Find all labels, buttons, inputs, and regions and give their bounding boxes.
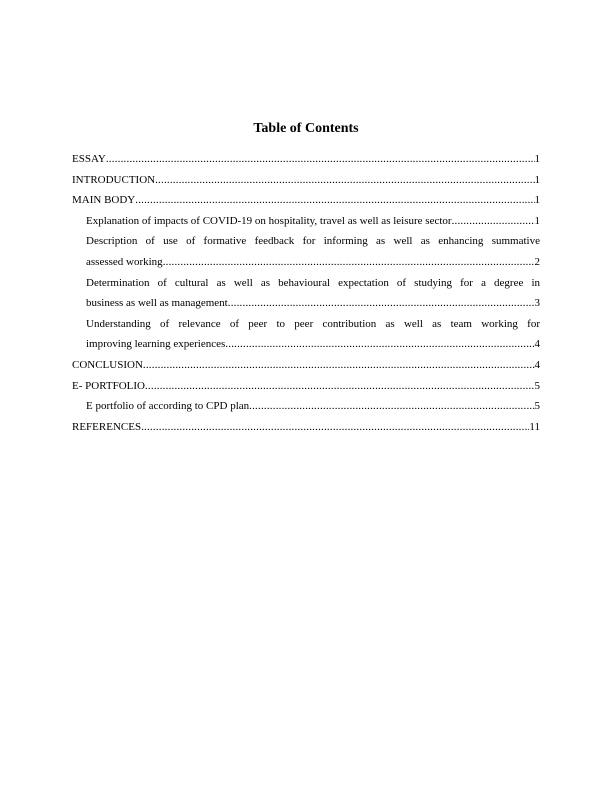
toc-entry-references[interactable] [72,417,540,438]
leader-dots [143,355,535,376]
toc-entry-formative-feedback[interactable] [72,231,540,272]
toc-entry-label: CONCLUSION [72,358,143,371]
toc-entry-label: E- PORTFOLIO [72,379,145,392]
table-of-contents [72,149,540,437]
leader-dots [145,376,535,397]
toc-entry-label: E portfolio of according to CPD plan [86,400,250,413]
leader-dots [225,334,534,355]
toc-entry-main-body[interactable] [72,190,540,211]
toc-entry-page: 2 [534,255,540,268]
toc-entry-page: 5 [534,379,540,392]
toc-entry-page: 4 [534,338,540,351]
toc-entry-label-line1: Understanding of relevance of peer to peer contribution as well as team working for [86,317,540,330]
toc-entry-page: 1 [534,194,540,207]
toc-entry-essay[interactable] [72,149,540,170]
leader-dots [155,170,534,191]
leader-dots [452,211,535,232]
toc-entry-label: assessed working [86,255,163,268]
toc-entry-introduction[interactable] [72,170,540,191]
toc-entry-page: 1 [534,173,540,186]
toc-entry-page: 3 [534,297,540,310]
leader-dots [163,252,535,273]
toc-entry-e-portfolio[interactable] [72,376,540,397]
toc-title: Table of Contents [253,121,359,136]
toc-entry-label: improving learning experiences [86,338,226,351]
toc-entry-page: 1 [534,153,540,165]
leader-dots [228,293,535,314]
toc-entry-label: MAIN BODY [72,194,136,207]
toc-entry-page: 11 [529,420,540,433]
leader-dots [106,149,535,170]
toc-entry-covid-impacts[interactable] [72,211,540,232]
toc-entry-peer-contribution[interactable] [72,314,540,355]
leader-dots [141,417,529,438]
toc-entry-label: business as well as management [86,297,228,310]
toc-entry-label: INTRODUCTION [72,173,156,186]
toc-entry-conclusion[interactable] [72,355,540,376]
toc-entry-cultural-expectation[interactable] [72,273,540,314]
toc-entry-page: 1 [534,214,540,227]
toc-entry-label: REFERENCES [72,420,142,433]
toc-entry-page: 5 [534,400,540,413]
toc-entry-cpd-plan[interactable] [72,396,540,417]
toc-entry-label: ESSAY [72,153,106,165]
toc-entry-label-line1: Description of use of formative feedback for informing as well as enhancing summative [86,235,540,248]
toc-entry-label: Explanation of impacts of COVID-19 on hospitality, travel as well as leisure sector [86,214,452,227]
toc-entry-page: 4 [534,358,540,371]
leader-dots [249,396,534,417]
leader-dots [135,190,534,211]
toc-entry-label-line1: Determination of cultural as well as behavioural expectation of studying for a degree in [86,276,540,289]
